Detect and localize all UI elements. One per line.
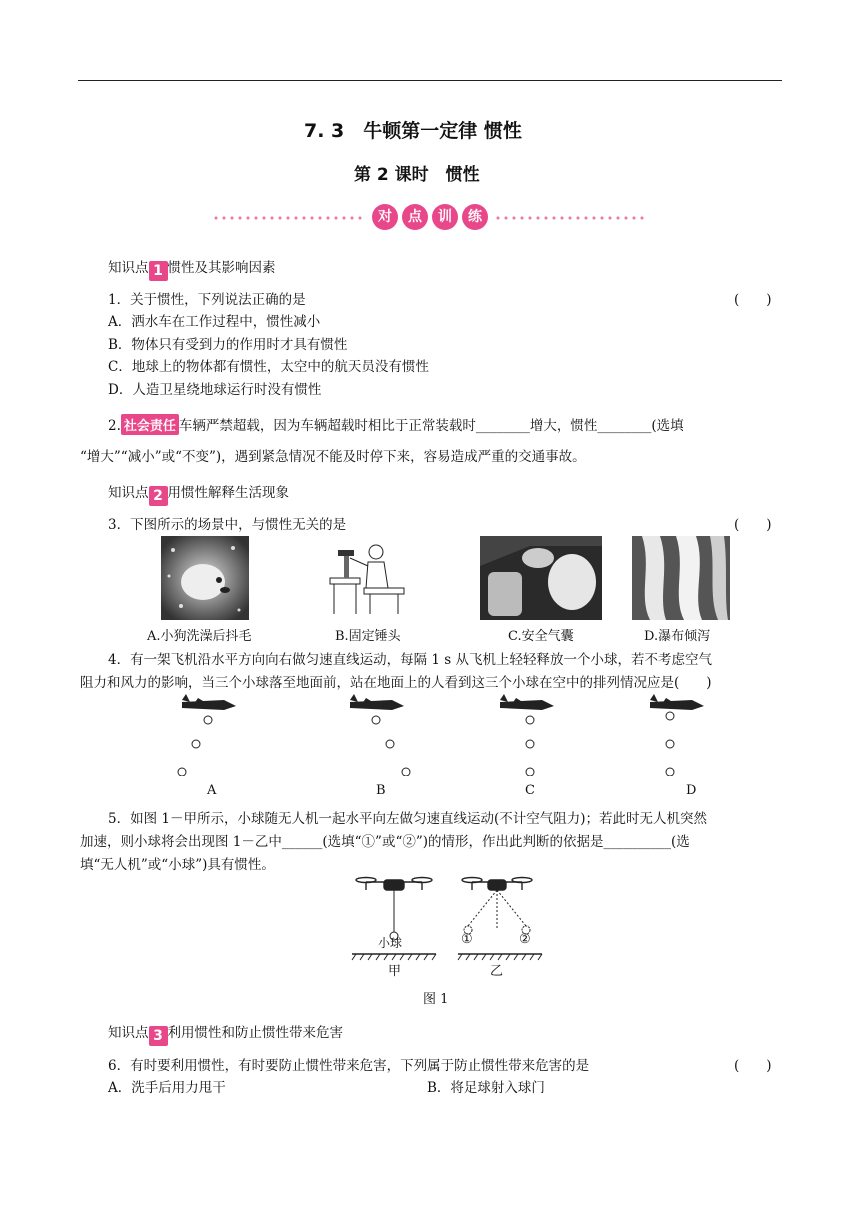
kp-prefix: 知识点: [108, 485, 149, 501]
q6-option-a: A．洗手后用力甩干: [108, 1080, 226, 1096]
q1-stem: 1．关于惯性，下列说法正确的是: [108, 292, 306, 308]
q6-answer-paren: ( ): [734, 1058, 772, 1074]
hammer-fixing-illustration: [322, 538, 408, 618]
lesson-subtitle: 第 2 课时 惯性: [354, 165, 480, 185]
q2-line1: [108, 414, 684, 435]
plane-diagram-a: [150, 692, 250, 776]
q4-line1: 4．有一架飞机沿水平方向向右做匀速直线运动，每隔 1 s 从飞机上轻轻释放一个小球，若不考虑空气: [108, 652, 712, 668]
q1-answer-paren: ( ): [734, 292, 772, 308]
kp-number: 3: [149, 1026, 168, 1046]
banner-char: 练: [462, 204, 488, 230]
kp-number: 1: [149, 261, 168, 281]
figure-1-drones: [350, 874, 545, 978]
q3-caption-a: A.小狗洗澡后抖毛: [147, 629, 252, 644]
fig-label-yi: 乙: [490, 964, 504, 979]
social-responsibility-tag: 社会责任: [121, 414, 179, 435]
q3-caption-b: B.固定锤头: [335, 629, 401, 644]
banner-dots-left: [212, 216, 364, 220]
plane-diagram-d: [640, 692, 740, 776]
q4-label-d: D: [686, 783, 697, 798]
q3-caption-d: D.瀑布倾泻: [644, 629, 711, 644]
fig-ball-label: 小球: [378, 936, 403, 950]
q5-line1: 5．如图 1－甲所示，小球随无人机一起水平向左做匀速直线运动(不计空气阻力)；若此时无人机突然: [108, 811, 708, 827]
q1-option-a: A．洒水车在工作过程中，惯性减小: [108, 314, 321, 330]
fig-option-1: ①: [461, 932, 473, 947]
plane-diagram-c: [490, 692, 590, 776]
figure-1-caption: 图 1: [423, 992, 449, 1007]
q4-label-a: A: [207, 783, 217, 798]
knowledge-point-2: [108, 481, 289, 506]
q6-option-b: B．将足球射入球门: [427, 1080, 545, 1096]
q2-number: 2.: [108, 418, 121, 434]
q4-label-c: C: [525, 783, 535, 798]
kp-number: 2: [149, 486, 168, 506]
waterfall-photo: [632, 536, 730, 620]
banner-char: 点: [402, 204, 428, 230]
kp-prefix: 知识点: [108, 1025, 149, 1041]
q2-line2: “增大”“减小”或“不变”)，遇到紧急情况不能及时停下来，容易造成严重的交通事故。: [80, 449, 586, 465]
airbag-photo: [480, 536, 602, 620]
kp-label: 用惯性解释生活现象: [167, 485, 289, 501]
q1-option-c: C．地球上的物体都有惯性，太空中的航天员没有惯性: [108, 359, 429, 375]
kp-label: 利用惯性和防止惯性带来危害: [167, 1025, 343, 1041]
q3-answer-paren: ( ): [734, 517, 772, 533]
banner-char: 训: [432, 204, 458, 230]
q4-line2: 阻力和风力的影响，当三个小球落至地面前，站在地面上的人看到这三个小球在空中的排列情况应是( ): [80, 675, 712, 691]
fig-label-jia: 甲: [388, 964, 402, 979]
section-banner: [372, 204, 488, 230]
banner-char: 对: [372, 204, 398, 230]
page-title: 7. 3 牛顿第一定律 惯性: [304, 120, 522, 142]
q5-line3: 填“无人机”或“小球”)具有惯性。: [80, 857, 275, 873]
knowledge-point-1: [108, 256, 276, 281]
dog-shaking-photo: [161, 536, 249, 620]
header-rule: [78, 80, 782, 81]
drone-icon: [356, 878, 432, 891]
kp-prefix: 知识点: [108, 260, 149, 276]
q1-option-d: D．人造卫星绕地球运行时没有惯性: [108, 382, 322, 398]
plane-diagram-b: [340, 692, 440, 776]
q4-label-b: B: [376, 783, 386, 798]
q3-caption-c: C.安全气囊: [508, 629, 574, 644]
q5-line2: 加速，则小球将会出现图 1－乙中______(选填“①”或“②”)的情形，作出此判断的依据是__________(选: [80, 834, 690, 850]
q1-option-b: B．物体只有受到力的作用时才具有惯性: [108, 337, 348, 353]
q3-stem: 3．下图所示的场景中，与惯性无关的是: [108, 517, 347, 533]
knowledge-point-3: [108, 1021, 343, 1046]
kp-label: 惯性及其影响因素: [167, 260, 276, 276]
q6-stem: 6．有时要利用惯性，有时要防止惯性带来危害，下列属于防止惯性带来危害的是: [108, 1058, 590, 1074]
banner-dots-right: [494, 216, 646, 220]
fig-option-2: ②: [519, 932, 531, 947]
q2-text: 车辆严禁超载，因为车辆超载时相比于正常装载时________增大，惯性________(选填: [178, 418, 684, 434]
